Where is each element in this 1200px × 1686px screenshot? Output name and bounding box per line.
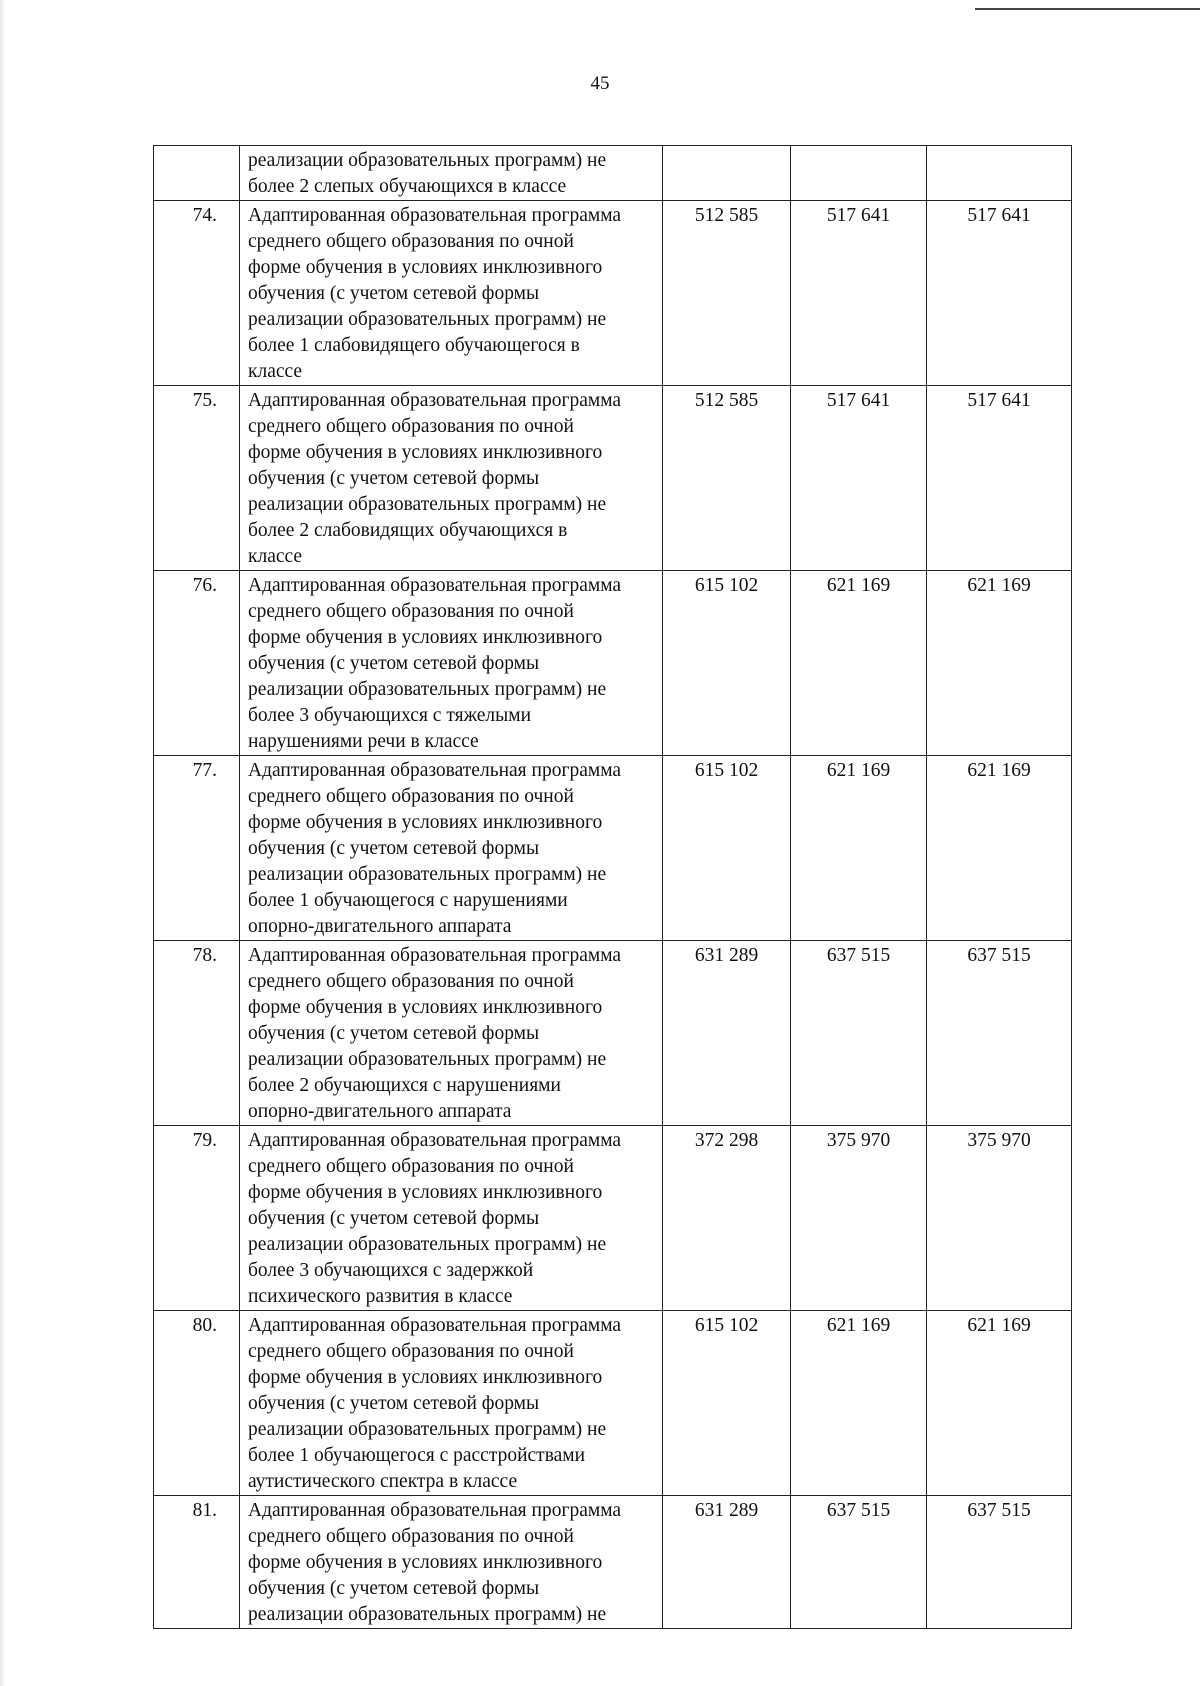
description-line: обучения (с учетом сетевой формы (248, 468, 540, 489)
table-row (154, 386, 1072, 571)
row-description-cell (240, 1126, 663, 1311)
description-line: обучения (с учетом сетевой формы (248, 1578, 540, 1599)
description-line: обучения (с учетом сетевой формы (248, 1023, 540, 1044)
value-cell-3 (927, 146, 1072, 201)
description-line: Адаптированная образовательная программа (248, 575, 622, 596)
description-line: Адаптированная образовательная программа (248, 205, 622, 226)
description-line: реализации образовательных программ) не (248, 1604, 607, 1625)
row-description-cell (240, 941, 663, 1126)
row-number-cell: 79. (154, 1126, 240, 1311)
value-cell-3: 637 515 (927, 941, 1072, 1126)
description-line: форме обучения в условиях инклюзивного (248, 1367, 603, 1388)
table-row (154, 571, 1072, 756)
description-line: среднего общего образования по очной (248, 601, 574, 622)
value-cell-3: 517 641 (927, 201, 1072, 386)
value-cell-1: 512 585 (663, 201, 791, 386)
value-cell-3: 621 169 (927, 571, 1072, 756)
description-line: среднего общего образования по очной (248, 1341, 574, 1362)
description-line: обучения (с учетом сетевой формы (248, 1208, 540, 1229)
row-description-cell (240, 571, 663, 756)
description-line: среднего общего образования по очной (248, 1156, 574, 1177)
row-number-cell: 78. (154, 941, 240, 1126)
value-cell-2: 621 169 (791, 756, 927, 941)
value-cell-2: 637 515 (791, 941, 927, 1126)
row-description-cell (240, 386, 663, 571)
description-line: среднего общего образования по очной (248, 786, 574, 807)
description-line: форме обучения в условиях инклюзивного (248, 257, 603, 278)
row-description-cell (240, 756, 663, 941)
description-line: более 2 слабовидящих обучающихся в (248, 520, 568, 541)
value-cell-1: 631 289 (663, 1496, 791, 1629)
row-description-cell (240, 1496, 663, 1629)
description-line: более 2 слепых обучающихся в классе (248, 176, 567, 197)
value-cell-1: 512 585 (663, 386, 791, 571)
description-line: среднего общего образования по очной (248, 971, 574, 992)
page-number: 45 (590, 73, 610, 94)
description-line: реализации образовательных программ) не (248, 1049, 607, 1070)
description-line: обучения (с учетом сетевой формы (248, 653, 540, 674)
description-line: опорно-двигательного аппарата (248, 916, 512, 937)
description-line: нарушениями речи в классе (248, 731, 479, 752)
value-cell-1: 615 102 (663, 1311, 791, 1496)
description-line: Адаптированная образовательная программа (248, 945, 622, 966)
row-number-cell: 77. (154, 756, 240, 941)
row-number-cell: 74. (154, 201, 240, 386)
description-line: форме обучения в условиях инклюзивного (248, 1182, 603, 1203)
description-line: реализации образовательных программ) не (248, 679, 607, 700)
description-line: более 1 обучающегося с нарушениями (248, 890, 568, 911)
description-line: реализации образовательных программ) не (248, 150, 607, 171)
description-line: опорно-двигательного аппарата (248, 1101, 512, 1122)
value-cell-2 (791, 146, 927, 201)
top-rule-line (975, 8, 1200, 10)
value-cell-3: 375 970 (927, 1126, 1072, 1311)
description-line: более 1 слабовидящего обучающегося в (248, 335, 580, 356)
description-line: форме обучения в условиях инклюзивного (248, 442, 603, 463)
scan-edge-shadow (0, 0, 6, 1686)
description-line: обучения (с учетом сетевой формы (248, 838, 540, 859)
description-line: более 3 обучающихся с тяжелыми (248, 705, 532, 726)
value-cell-1 (663, 146, 791, 201)
row-number-cell (154, 146, 240, 201)
value-cell-2: 637 515 (791, 1496, 927, 1629)
table-row (154, 1496, 1072, 1629)
description-line: среднего общего образования по очной (248, 1526, 574, 1547)
description-line: Адаптированная образовательная программа (248, 1500, 622, 1521)
description-line: реализации образовательных программ) не (248, 1234, 607, 1255)
value-cell-2: 621 169 (791, 1311, 927, 1496)
description-line: среднего общего образования по очной (248, 231, 574, 252)
description-line: форме обучения в условиях инклюзивного (248, 1552, 603, 1573)
table-row (154, 201, 1072, 386)
value-cell-2: 375 970 (791, 1126, 927, 1311)
row-number-cell: 75. (154, 386, 240, 571)
row-number-cell: 76. (154, 571, 240, 756)
description-line: реализации образовательных программ) не (248, 864, 607, 885)
description-line: Адаптированная образовательная программа (248, 1130, 622, 1151)
description-line: Адаптированная образовательная программа (248, 1315, 622, 1336)
description-line: классе (248, 546, 303, 567)
table-row (154, 756, 1072, 941)
value-cell-1: 615 102 (663, 756, 791, 941)
description-line: обучения (с учетом сетевой формы (248, 1393, 540, 1414)
description-line: реализации образовательных программ) не (248, 1419, 607, 1440)
value-cell-3: 621 169 (927, 1311, 1072, 1496)
value-cell-3: 637 515 (927, 1496, 1072, 1629)
description-line: реализации образовательных программ) не (248, 309, 607, 330)
row-number-cell: 81. (154, 1496, 240, 1629)
description-line: более 2 обучающихся с нарушениями (248, 1075, 561, 1096)
value-cell-1: 631 289 (663, 941, 791, 1126)
description-line: форме обучения в условиях инклюзивного (248, 812, 603, 833)
row-description-cell (240, 201, 663, 386)
value-cell-2: 517 641 (791, 201, 927, 386)
value-cell-3: 517 641 (927, 386, 1072, 571)
table-row (154, 1311, 1072, 1496)
description-line: Адаптированная образовательная программа (248, 390, 622, 411)
table-row (154, 1126, 1072, 1311)
description-line: обучения (с учетом сетевой формы (248, 283, 540, 304)
value-cell-3: 621 169 (927, 756, 1072, 941)
description-line: реализации образовательных программ) не (248, 494, 607, 515)
description-line: Адаптированная образовательная программа (248, 760, 622, 781)
value-cell-1: 615 102 (663, 571, 791, 756)
row-description-cell (240, 146, 663, 201)
description-line: классе (248, 361, 303, 382)
table-row-continuation (154, 146, 1072, 201)
description-line: более 3 обучающихся с задержкой (248, 1260, 534, 1281)
row-description-cell (240, 1311, 663, 1496)
description-line: форме обучения в условиях инклюзивного (248, 627, 603, 648)
row-number-cell: 80. (154, 1311, 240, 1496)
cost-table (153, 145, 1072, 1629)
value-cell-2: 621 169 (791, 571, 927, 756)
description-line: более 1 обучающегося с расстройствами (248, 1445, 586, 1466)
description-line: форме обучения в условиях инклюзивного (248, 997, 603, 1018)
value-cell-2: 517 641 (791, 386, 927, 571)
description-line: среднего общего образования по очной (248, 416, 574, 437)
table-row (154, 941, 1072, 1126)
description-line: психического развития в классе (248, 1286, 513, 1307)
table-body (154, 146, 1072, 1629)
description-line: аутистического спектра в классе (248, 1471, 518, 1492)
value-cell-1: 372 298 (663, 1126, 791, 1311)
